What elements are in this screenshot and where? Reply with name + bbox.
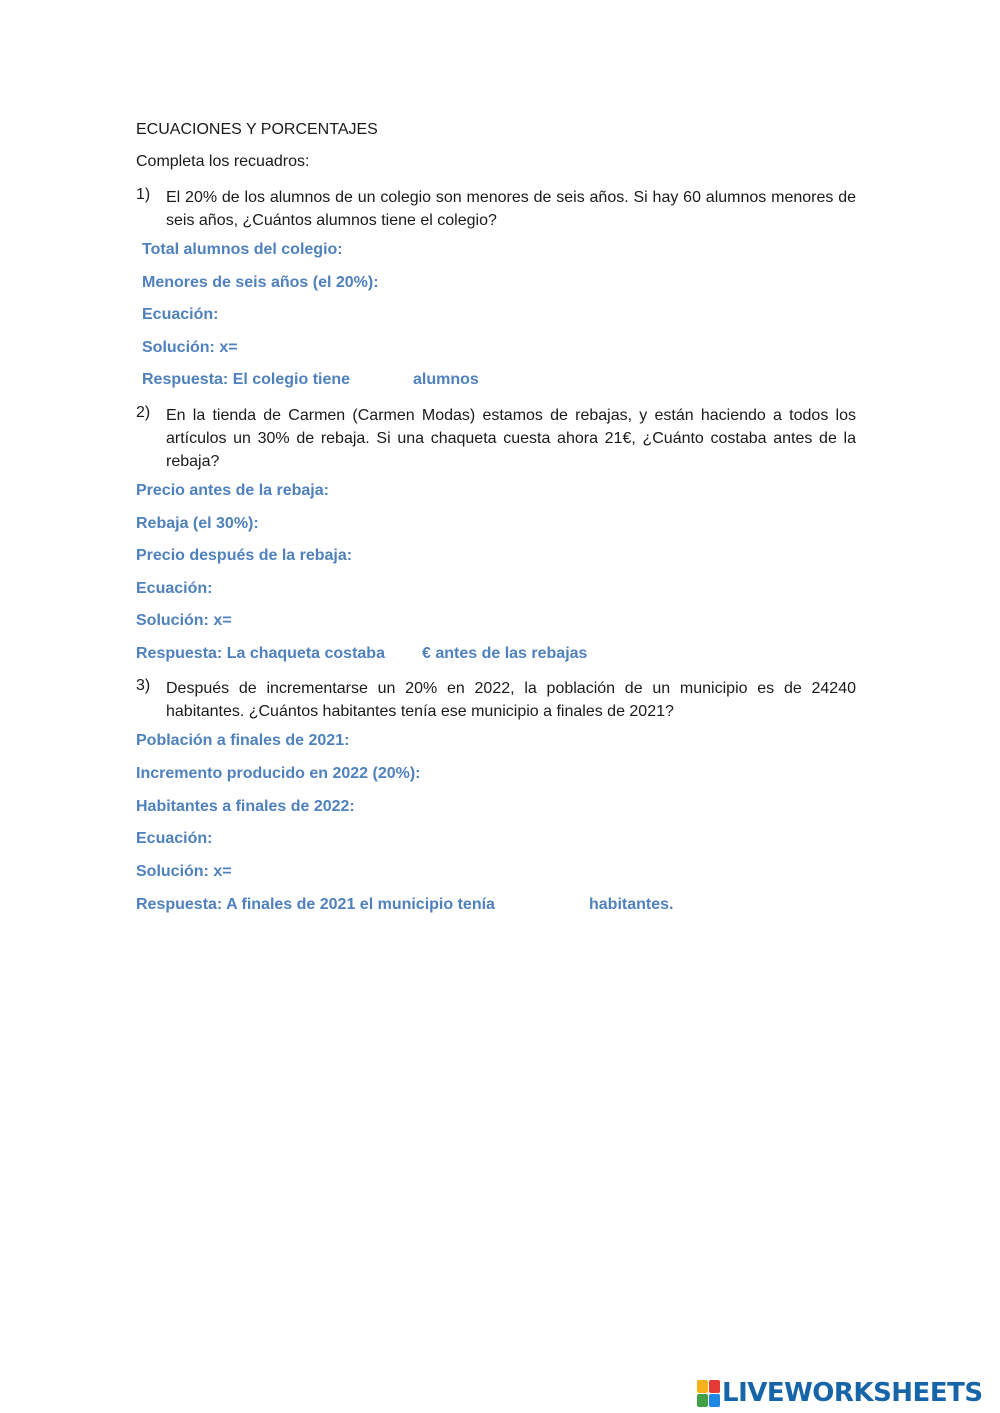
logo-square-v	[697, 1394, 708, 1407]
liveworksheets-logo-text: LIVEWORKSHEETS	[722, 1378, 983, 1408]
q3-field-incremento: Incremento producido en 2022 (20%):	[136, 765, 421, 782]
q3-field-solucion: Solución: x=	[136, 863, 232, 880]
question-2-number: 2)	[136, 404, 151, 421]
q3-answer-prefix: Respuesta: A finales de 2021 el municipio tenía	[136, 896, 495, 913]
question-3-number: 3)	[136, 677, 151, 694]
q2-field-precio-antes: Precio antes de la rebaja:	[136, 482, 329, 499]
q1-answer-suffix: alumnos	[413, 371, 479, 388]
q1-field-solucion: Solución: x=	[142, 339, 238, 356]
logo-square-l	[697, 1380, 708, 1393]
liveworksheets-logo-icon	[697, 1380, 719, 1406]
question-2-text: En la tienda de Carmen (Carmen Modas) estamos de rebajas, y están haciendo a todos los artículos un 30% de rebaja. Si una chaqueta cuesta ahora 21€, ¿Cuánto costaba antes de la rebaja?	[166, 407, 856, 470]
q3-field-habitantes-2022: Habitantes a finales de 2022:	[136, 798, 355, 815]
q3-answer-suffix: habitantes.	[589, 896, 674, 913]
worksheet-title: ECUACIONES Y PORCENTAJES	[136, 121, 378, 138]
q3-field-poblacion-2021: Población a finales de 2021:	[136, 732, 350, 749]
q1-field-total-alumnos: Total alumnos del colegio:	[142, 241, 343, 258]
q1-field-menores: Menores de seis años (el 20%):	[142, 274, 379, 291]
q1-field-ecuacion: Ecuación:	[142, 306, 219, 323]
q2-answer-suffix: € antes de las rebajas	[422, 645, 588, 662]
q2-field-rebaja: Rebaja (el 30%):	[136, 515, 259, 532]
q1-answer-prefix: Respuesta: El colegio tiene	[142, 371, 351, 388]
question-3-text: Después de incrementarse un 20% en 2022, la población de un municipio es de 24240 habitantes. ¿Cuántos habitantes tenía ese municipio a finales de 2021?	[166, 680, 856, 720]
instruction-text: Completa los recuadros:	[136, 153, 310, 170]
liveworksheets-logo[interactable]	[697, 1378, 983, 1408]
q2-field-solucion: Solución: x=	[136, 612, 232, 629]
question-1-number: 1)	[136, 186, 151, 203]
q3-field-ecuacion: Ecuación:	[136, 830, 213, 847]
logo-square-e	[709, 1394, 720, 1407]
q2-field-precio-despues: Precio después de la rebaja:	[136, 547, 353, 564]
q2-answer-prefix: Respuesta: La chaqueta costaba	[136, 645, 385, 662]
q2-field-ecuacion: Ecuación:	[136, 580, 213, 597]
question-1-text: El 20% de los alumnos de un colegio son menores de seis años. Si hay 60 alumnos menores de seis años, ¿Cuántos alumnos tiene el colegio?	[166, 189, 856, 229]
logo-square-i	[709, 1380, 720, 1393]
